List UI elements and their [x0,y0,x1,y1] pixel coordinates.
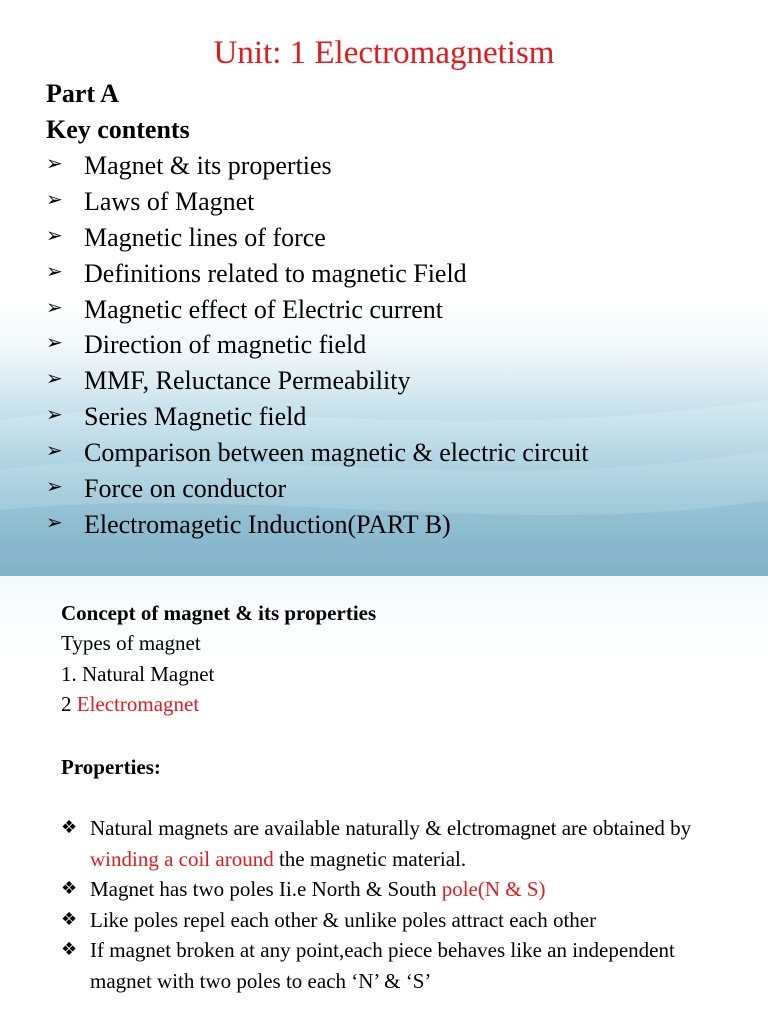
list-item [46,148,589,184]
list-item [46,363,589,399]
properties-heading: Properties: [61,755,161,779]
property-text: Magnet has two poles Ii.e North & South [90,877,442,902]
diamond-bullet-icon: ❖ [61,817,78,838]
list-item [46,327,589,363]
list-item [61,905,721,936]
diamond-bullet-icon: ❖ [61,878,78,900]
arrow-bullet-icon: ➢ [46,294,63,319]
arrow-bullet-icon: ➢ [46,330,63,355]
part-label: Part A [46,79,119,108]
arrow-bullet-icon: ➢ [46,402,63,427]
list-item-label: Electromagetic Induction(PART B) [84,509,451,539]
list-item [46,256,589,292]
list-item-label: Force on conductor [84,473,287,503]
key-contents-heading: Key contents [46,115,190,144]
list-item [61,874,721,905]
list-item-label: Laws of Magnet [84,186,255,216]
diamond-bullet-icon: ❖ [61,939,78,961]
property-highlight: winding a coil around [90,846,274,871]
arrow-bullet-icon: ➢ [46,150,63,175]
property-text-end: the magnetic material. [273,846,467,871]
arrow-bullet-icon: ➢ [46,473,63,498]
list-item [46,292,589,328]
list-item [46,184,589,220]
arrow-bullet-icon: ➢ [46,366,63,391]
magnet-type-name: Electromagnet [76,692,200,717]
property-text: Like poles repel each other & unlike poles attract each other [90,907,597,932]
contents-list [46,148,589,543]
types-label: Types of magnet [61,631,201,656]
list-item [61,935,721,996]
list-item [46,471,589,507]
arrow-bullet-icon: ➢ [46,186,63,211]
property-text: Natural magnets are available naturally & elctromagnet are obtained by [90,816,692,840]
magnet-type-natural: 1. Natural Magnet [61,661,215,686]
arrow-bullet-icon: ➢ [46,222,63,247]
list-item-label: Series Magnetic field [84,402,307,432]
list-item-label: Magnetic lines of force [84,222,326,252]
list-item [46,399,589,435]
list-item-label: MMF, Reluctance Permeability [84,366,411,396]
section-heading: Concept of magnet & its properties [61,601,377,625]
list-item-label: Magnetic effect of Electric current [84,294,443,324]
arrow-bullet-icon: ➢ [46,509,63,534]
list-item [46,435,589,471]
types-of-magnet-block [61,598,376,720]
list-item-label: Magnet & its properties [84,150,332,180]
property-highlight: pole(N & S) [441,877,546,902]
diamond-bullet-icon: ❖ [61,908,78,930]
slide-title: Unit: 1 Electromagnetism [213,35,555,71]
property-text: If magnet broken at any point,each piece behaves like an independent magnet with two poles to each ‘N’ & ‘S’ [90,938,675,993]
properties-list [61,813,721,997]
magnet-type-electro [61,689,376,719]
properties-heading-block [61,752,161,782]
list-item-label: Comparison between magnetic & electric circuit [84,438,589,468]
list-item-label: Definitions related to magnetic Field [84,258,467,288]
list-item [46,220,589,256]
list-item-label: Direction of magnetic field [84,330,367,360]
magnet-type-number: 2 [61,692,72,717]
list-item [61,813,721,874]
arrow-bullet-icon: ➢ [46,438,63,463]
arrow-bullet-icon: ➢ [46,258,63,283]
list-item [46,507,589,543]
